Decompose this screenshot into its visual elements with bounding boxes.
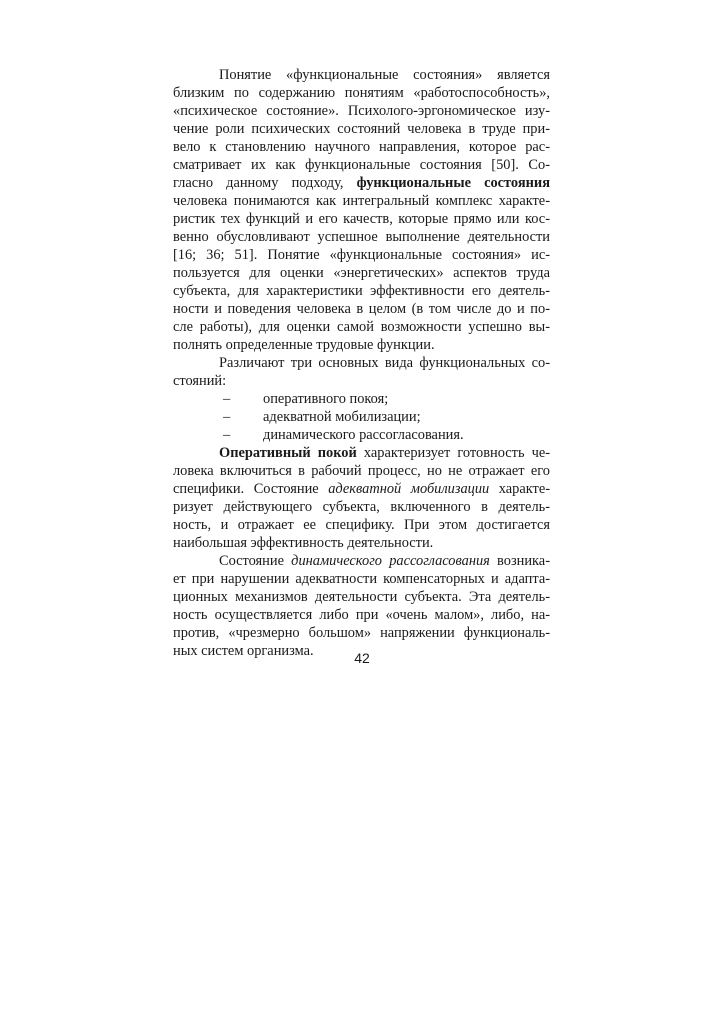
text-line: пользуется для оценки «энергетических» аспектов труда — [173, 265, 550, 281]
list-item — [173, 408, 550, 426]
list-item-text: оперативного покоя; — [263, 391, 389, 407]
text-line: венно обусловливают успешное выполнение деятельности — [173, 229, 550, 245]
dash-marker: – — [223, 427, 231, 443]
text-run: возника- — [489, 553, 550, 569]
text-line — [173, 444, 550, 462]
list-item-text: динамического рассогласования. — [263, 427, 464, 443]
text-line: человека понимаются как интегральный комплекс характе- — [173, 193, 550, 209]
text-line: ет при нарушении адекватности компенсаторных и адапта- — [173, 571, 550, 587]
dash-marker: – — [223, 391, 231, 407]
text-run: характе- — [489, 481, 551, 497]
text-line — [173, 480, 550, 498]
text-line — [173, 552, 550, 570]
text-line: «психическое состояние». Психолого-эргономическое изу- — [173, 103, 550, 119]
text-line: субъекта, для характеристики эффективности его деятель- — [173, 283, 550, 299]
text-line: ловека включиться в рабочий процесс, но не отражает его — [173, 463, 550, 479]
paragraph-operative-rest — [173, 444, 550, 552]
text-line: наибольшая эффективность деятельности. — [173, 535, 434, 551]
text-line: стояний: — [173, 373, 227, 389]
text-line: [16; 36; 51]. Понятие «функциональные состояния» ис- — [173, 247, 550, 263]
text-line: ризует действующего субъекта, включенного в деятель- — [173, 499, 550, 515]
text-line: ристик тех функций и его качеств, которые прямо или кос- — [173, 211, 550, 227]
page-number: 42 — [354, 650, 370, 666]
text-line: сле работы), для оценки самой возможности успешно вы- — [173, 319, 550, 335]
text-line: против, «чрезмерно большом» напряжении функциональ- — [173, 625, 550, 641]
list-item-text: адекватной мобилизации; — [263, 409, 421, 425]
italic-term: адекватной мобилизации — [328, 481, 490, 497]
text-run: Состояние — [219, 553, 292, 569]
paragraph-functional-states-definition — [173, 66, 550, 354]
text-line: Понятие «функциональные состояния» является — [219, 67, 550, 83]
text-line: вело к становлению научного направления, которое рас- — [173, 139, 550, 155]
text-line: чение роли психических состояний человека в труде при- — [173, 121, 550, 137]
list-item — [173, 390, 550, 408]
text-line: Различают три основных вида функциональных со- — [219, 355, 550, 371]
paragraph-types-intro — [173, 354, 550, 390]
text-line: близким по содержанию понятиям «работоспособность», — [173, 85, 550, 101]
list-item — [173, 426, 550, 444]
bold-term: Оперативный покой — [219, 445, 357, 461]
text-line: ности и поведения человека в целом (в том числе до и по- — [173, 301, 550, 317]
dash-marker: – — [223, 409, 231, 425]
paragraph-dynamic-mismatch — [173, 552, 550, 660]
text-line: ность осуществляется либо при «очень малом», либо, на- — [173, 607, 550, 623]
text-line: сматривает их как функциональные состояния [50]. Со- — [173, 157, 550, 173]
text-run: гласно данному подходу, — [173, 175, 357, 191]
states-list — [173, 390, 550, 444]
document-body — [173, 66, 550, 660]
text-line: ность, и отражает ее специфику. При этом достигается — [173, 517, 550, 533]
text-run: специфики. Состояние — [173, 481, 329, 497]
italic-term: динамического рассогласования — [291, 553, 490, 569]
bold-term: функциональные состояния — [356, 175, 550, 191]
text-line: ционных механизмов деятельности субъекта. Эта деятель- — [173, 589, 550, 605]
text-line: ных систем организма. — [173, 643, 314, 659]
text-line: полнять определенные трудовые функции. — [173, 337, 435, 353]
text-run: характеризует готовность че- — [356, 445, 550, 461]
text-line — [173, 174, 550, 192]
